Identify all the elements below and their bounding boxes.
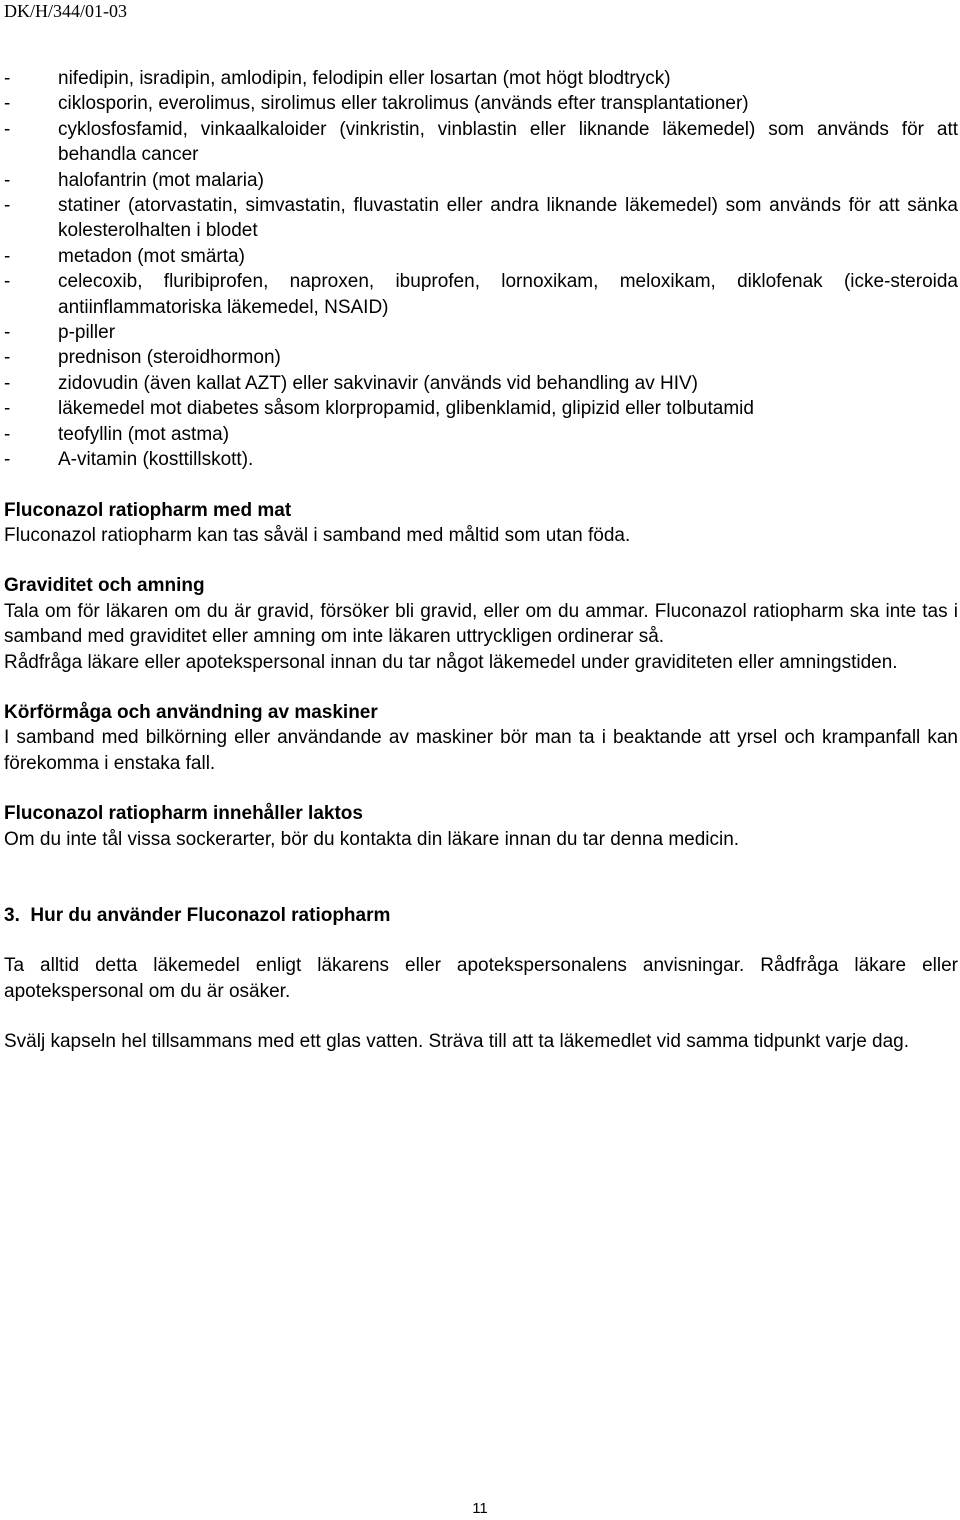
list-item xyxy=(4,320,958,345)
section-text-lactose: Om du inte tål vissa sockerarter, bör du kontakta din läkare innan du tar denna medicin. xyxy=(4,828,740,850)
list-dash: - xyxy=(4,347,11,369)
list-item xyxy=(4,193,958,244)
list-item xyxy=(4,396,958,421)
list-item-text: metadon (mot smärta) xyxy=(58,245,245,267)
list-item-text: halofantrin (mot malaria) xyxy=(58,169,264,191)
section-heading-lactose: Fluconazol ratiopharm innehåller laktos xyxy=(4,803,363,825)
list-item-text: p-piller xyxy=(58,322,116,344)
list-item xyxy=(4,117,958,168)
list-item-text: zidovudin (även kallat AZT) eller sakvinavir (används vid behandling av HIV) xyxy=(58,372,698,394)
list-item xyxy=(4,66,958,91)
list-item-text: A-vitamin (kosttillskott). xyxy=(58,449,254,471)
list-dash: - xyxy=(4,271,11,293)
chapter-3 xyxy=(4,903,958,1055)
section-heading-pregnancy: Graviditet och amning xyxy=(4,575,205,597)
list-dash: - xyxy=(4,372,11,394)
section-text-driving: I samband med bilkörning eller användande av maskiner bör man ta i beaktande att yrsel och krampanfall kan förekomma i enstaka fall. xyxy=(4,727,958,774)
list-dash: - xyxy=(4,449,11,471)
list-dash: - xyxy=(4,245,11,267)
chapter-heading: 3. Hur du använder Fluconazol ratiopharm xyxy=(4,904,391,926)
chapter-text-2: Svälj kapseln hel tillsammans med ett glas vatten. Sträva till att ta läkemedlet vid samma tidpunkt varje dag. xyxy=(4,1031,910,1053)
list-item-text: celecoxib, fluribiprofen, naproxen, ibuprofen, lornoxikam, meloxikam, diklofenak (icke-steroida antiinflammatoriska läkemedel, NSAID) xyxy=(58,271,958,318)
section-heading-food: Fluconazol ratiopharm med mat xyxy=(4,499,292,521)
list-item xyxy=(4,269,958,320)
section-text-pregnancy-1: Tala om för läkaren om du är gravid, försöker bli gravid, eller om du ammar. Fluconazol ratiopharm ska inte tas i samband med graviditet eller amning om inte läkaren uttryckligen ordinerar så. xyxy=(4,600,958,648)
section-text-food: Fluconazol ratiopharm kan tas såväl i samband med måltid som utan föda. xyxy=(4,524,631,546)
section-text-pregnancy-2: Rådfråga läkare eller apotekspersonal innan du tar något läkemedel under graviditeten eller amningstiden. xyxy=(4,651,898,673)
list-item xyxy=(4,371,958,396)
list-item-text: cyklosfosfamid, vinkaalkaloider (vinkristin, vinblastin eller liknande läkemedel) som används för att behandla cancer xyxy=(58,118,958,166)
page-number: 11 xyxy=(472,1500,488,1517)
list-item xyxy=(4,447,958,472)
list-dash: - xyxy=(4,398,11,420)
list-item-text: ciklosporin, everolimus, sirolimus eller takrolimus (används efter transplantationer) xyxy=(58,93,749,115)
list-dash: - xyxy=(4,423,11,445)
section-lactose xyxy=(4,801,958,852)
list-item-text: prednison (steroidhormon) xyxy=(58,347,281,369)
list-item xyxy=(4,244,958,269)
list-dash: - xyxy=(4,118,11,140)
document-body xyxy=(4,66,958,1055)
interaction-list xyxy=(4,66,958,473)
list-item-text: läkemedel mot diabetes såsom klorpropamid, glibenklamid, glipizid eller tolbutamid xyxy=(58,398,754,420)
section-pregnancy xyxy=(4,573,958,675)
list-item-text: nifedipin, isradipin, amlodipin, felodipin eller losartan (mot högt blodtryck) xyxy=(58,68,671,89)
chapter-text-1: Ta alltid detta läkemedel enligt läkarens eller apotekspersonalens anvisningar. Rådfråga läkare eller apotekspersonal om du är osäker. xyxy=(4,955,958,1002)
list-dash: - xyxy=(4,68,11,89)
list-item-text: statiner (atorvastatin, simvastatin, fluvastatin eller andra liknande läkemedel) som används för att sänka kolesterolhalten i blodet xyxy=(58,195,958,242)
list-item xyxy=(4,91,958,116)
list-item-text: teofyllin (mot astma) xyxy=(58,423,230,445)
section-food xyxy=(4,498,958,549)
list-dash: - xyxy=(4,322,11,344)
list-dash: - xyxy=(4,169,11,191)
section-heading-driving: Körförmåga och användning av maskiner xyxy=(4,701,378,723)
list-dash: - xyxy=(4,93,11,115)
list-item xyxy=(4,422,958,447)
document-code: DK/H/344/01-03 xyxy=(4,1,127,21)
section-driving xyxy=(4,700,958,776)
list-dash: - xyxy=(4,195,11,217)
list-item xyxy=(4,168,958,193)
list-item xyxy=(4,345,958,370)
